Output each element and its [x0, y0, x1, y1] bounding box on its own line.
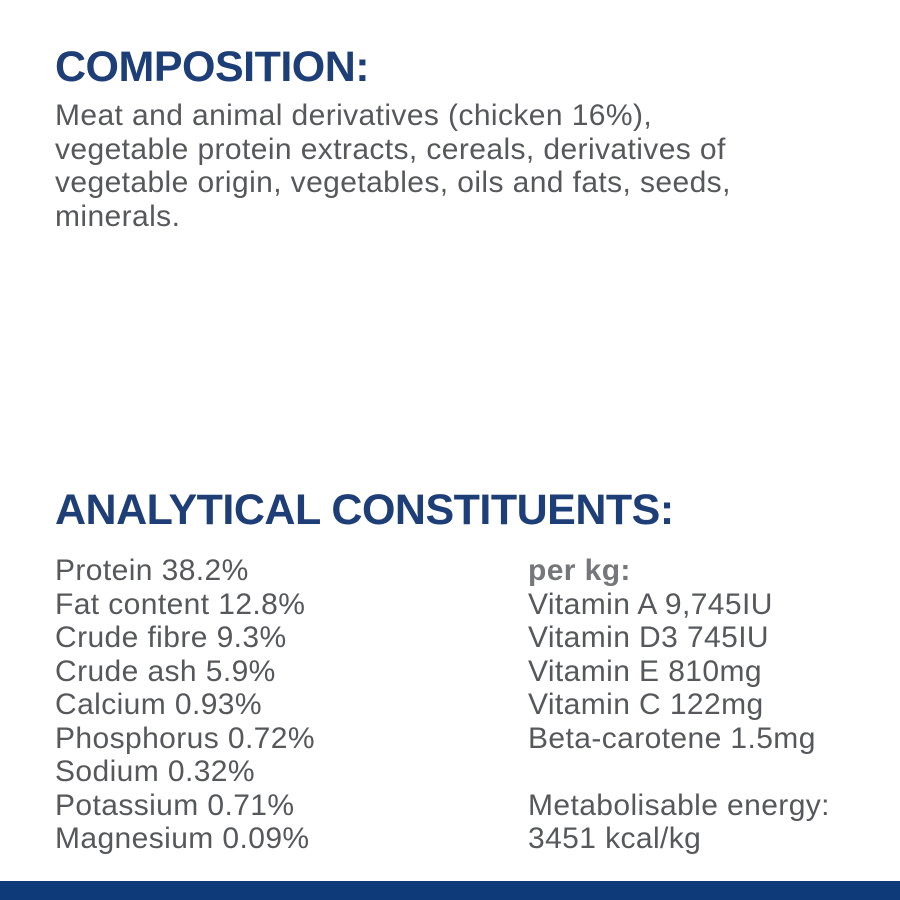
nutrient-label: Potassium: [55, 788, 199, 822]
vitamin-value: 810mg: [668, 654, 762, 688]
analytical-constituents-heading: ANALYTICAL CONSTITUENTS:: [55, 486, 674, 534]
vitamin-value: 745IU: [686, 621, 769, 654]
nutrient-label: Crude ash: [55, 654, 198, 688]
nutrient-value: 9.3%: [216, 621, 287, 654]
vitamin-row: [528, 588, 830, 622]
nutrient-row: [55, 588, 315, 622]
nutrient-row: [55, 621, 315, 655]
column-spacer: [528, 755, 830, 789]
nutrient-value: 38.2%: [161, 554, 249, 587]
analytical-right-column: [528, 554, 830, 856]
nutrient-row: [55, 688, 315, 722]
nutrient-value: 0.93%: [174, 688, 262, 721]
nutrient-value: 0.71%: [207, 788, 295, 822]
nutrient-label: Crude fibre: [55, 621, 208, 654]
vitamin-label: Vitamin C: [528, 688, 662, 721]
nutrient-row: [55, 789, 315, 823]
nutrient-label: Sodium: [55, 755, 160, 788]
nutrient-value: 0.32%: [167, 755, 255, 788]
nutrient-label: Fat content: [55, 587, 210, 621]
nutrient-row: [55, 822, 315, 856]
metabolisable-energy-label: Metabolisable energy:: [528, 788, 830, 822]
per-kg-label: per kg:: [528, 554, 631, 587]
vitamin-label: Vitamin A: [528, 587, 657, 621]
vitamin-label: Vitamin E: [528, 654, 660, 688]
nutrient-row: [55, 722, 315, 756]
vitamin-value: 9,745IU: [664, 587, 773, 621]
nutrient-value: 12.8%: [218, 587, 306, 621]
vitamin-value: 1.5mg: [730, 721, 816, 755]
vitamin-value: 122mg: [669, 688, 764, 721]
nutrient-row: [55, 655, 315, 689]
vitamin-row: [528, 655, 830, 689]
nutrient-row: [55, 554, 315, 588]
composition-line: Meat and animal derivatives (chicken 16%),: [55, 99, 653, 132]
vitamin-label: Vitamin D3: [528, 621, 679, 654]
vitamin-row: [528, 621, 830, 655]
nutrient-label: Phosphorus: [55, 721, 220, 755]
nutrient-value: 0.72%: [227, 721, 315, 755]
nutrient-label: Protein: [55, 554, 153, 587]
nutrient-label: Calcium: [55, 688, 167, 721]
nutrient-label: Magnesium: [55, 822, 214, 855]
composition-heading: COMPOSITION:: [55, 43, 370, 91]
vitamin-row: [528, 722, 830, 756]
composition-text: [55, 99, 731, 233]
composition-line: vegetable origin, vegetables, oils and fats, seeds,: [55, 166, 731, 199]
composition-line: vegetable protein extracts, cereals, derivatives of: [55, 132, 726, 166]
composition-line: minerals.: [55, 199, 181, 233]
nutrient-value: 5.9%: [205, 654, 276, 688]
bottom-brand-bar: [0, 881, 900, 900]
metabolisable-energy-value: 3451 kcal/kg: [528, 822, 702, 855]
nutrient-row: [55, 755, 315, 789]
nutrient-value: 0.09%: [222, 822, 310, 855]
vitamin-row: [528, 688, 830, 722]
analytical-left-column: [55, 554, 315, 856]
vitamin-label: Beta-carotene: [528, 721, 722, 755]
